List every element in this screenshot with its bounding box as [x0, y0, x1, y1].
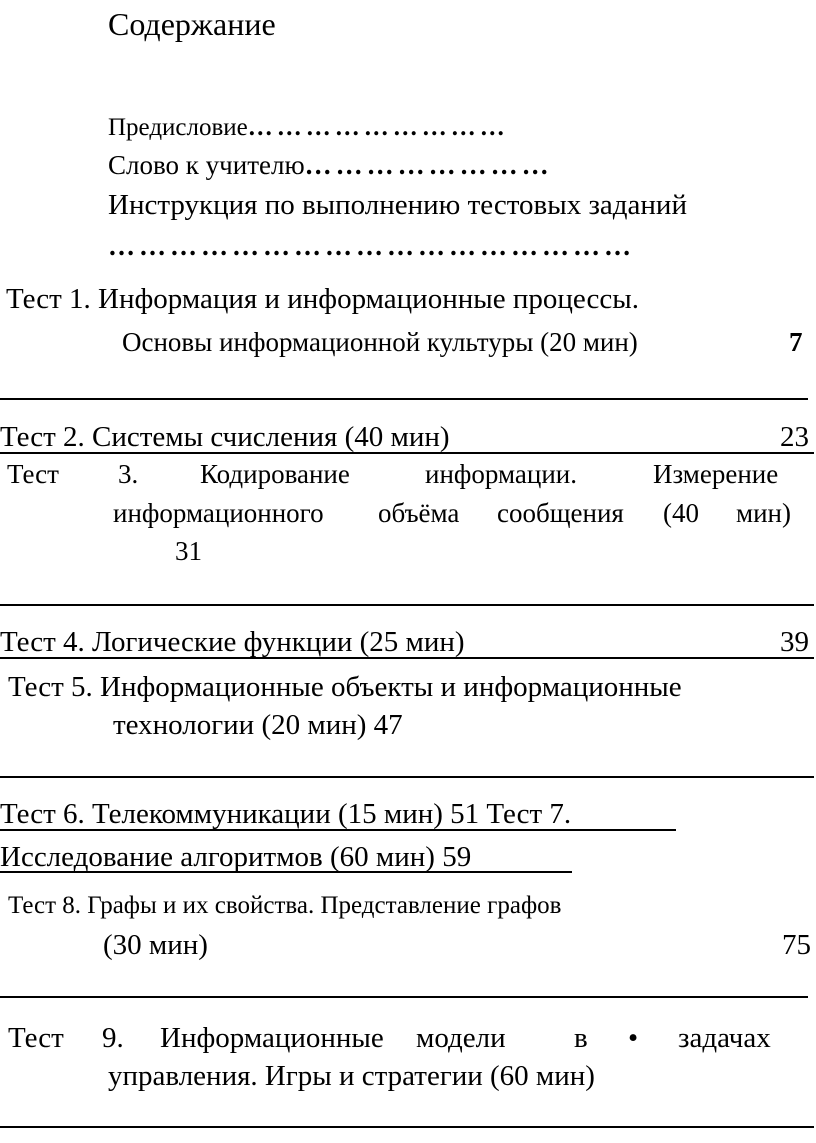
toc-entry-test2-page: 23	[780, 421, 809, 453]
toc-entry-instruction[interactable]: Инструкция по выполнению тестовых заданий	[108, 189, 687, 221]
test9-word: задачах	[678, 1022, 771, 1054]
teacher-word-leader: ……………………	[304, 150, 553, 180]
toc-entry-test4-page: 39	[780, 626, 809, 658]
toc-entry-test5-line2[interactable]: технологии (20 мин) 47	[113, 709, 403, 741]
toc-entry-test1-page: 7	[789, 327, 803, 357]
test9-word: Информационные	[160, 1022, 384, 1054]
divider	[0, 1126, 814, 1128]
toc-entry-teacher-word[interactable]	[108, 152, 553, 179]
test3-word: Тест	[7, 459, 59, 489]
test9-word: 9.	[102, 1022, 124, 1054]
teacher-word-label: Слово к учителю	[108, 150, 305, 180]
toc-entry-test5-line1[interactable]: Тест 5. Информационные объекты и информационные	[8, 671, 682, 703]
test3-word: (40	[663, 498, 699, 528]
underline	[0, 829, 676, 831]
test3-word: Кодирование	[200, 459, 350, 489]
test3-word: объёма	[378, 498, 460, 528]
toc-entry-test6-7-line1[interactable]: Тест 6. Телекоммуникации (15 мин) 51 Тест 7.	[0, 798, 572, 830]
toc-entry-test8-line1[interactable]: Тест 8. Графы и их свойства. Представление графов	[8, 892, 562, 919]
toc-entry-preface[interactable]	[108, 115, 509, 140]
test3-word: 3.	[118, 459, 139, 489]
divider	[0, 657, 814, 659]
test9-word: Тест	[8, 1022, 64, 1054]
preface-leader: ………………………	[247, 114, 509, 141]
divider	[0, 398, 808, 400]
test3-word: информации.	[425, 459, 577, 489]
bullet-mark: •	[628, 1022, 639, 1054]
test3-word: мин)	[736, 498, 791, 528]
test3-word: информационного	[113, 498, 324, 528]
preface-label: Предисловие	[108, 114, 248, 141]
test9-word: в	[574, 1022, 588, 1054]
toc-entry-test2[interactable]: Тест 2. Системы счисления (40 мин)	[0, 421, 450, 453]
divider	[0, 996, 808, 998]
divider	[0, 604, 814, 606]
toc-entry-test9-line2[interactable]: управления. Игры и стратегии (60 мин)	[108, 1060, 595, 1092]
test3-word: Измерение	[653, 459, 779, 489]
test3-word: сообщения	[497, 498, 624, 528]
test9-word: модели	[416, 1022, 506, 1054]
toc-entry-test1-line2[interactable]: Основы информационной культуры (20 мин)	[122, 327, 638, 357]
toc-entry-test8-line2[interactable]: (30 мин)	[103, 929, 208, 961]
underline	[0, 871, 572, 873]
toc-entry-test3-page: 31	[175, 536, 202, 566]
toc-entry-test8-page: 75	[782, 929, 811, 961]
instruction-leader: ……………………………………………	[108, 231, 635, 261]
page-title: Содержание	[108, 6, 276, 42]
toc-entry-test1-line1[interactable]: Тест 1. Информация и информационные процессы.	[6, 283, 639, 315]
divider	[0, 776, 814, 778]
toc-entry-test4[interactable]: Тест 4. Логические функции (25 мин)	[0, 626, 465, 658]
divider	[0, 452, 814, 454]
toc-entry-test6-7-line2[interactable]: Исследование алгоритмов (60 мин) 59	[0, 841, 472, 873]
